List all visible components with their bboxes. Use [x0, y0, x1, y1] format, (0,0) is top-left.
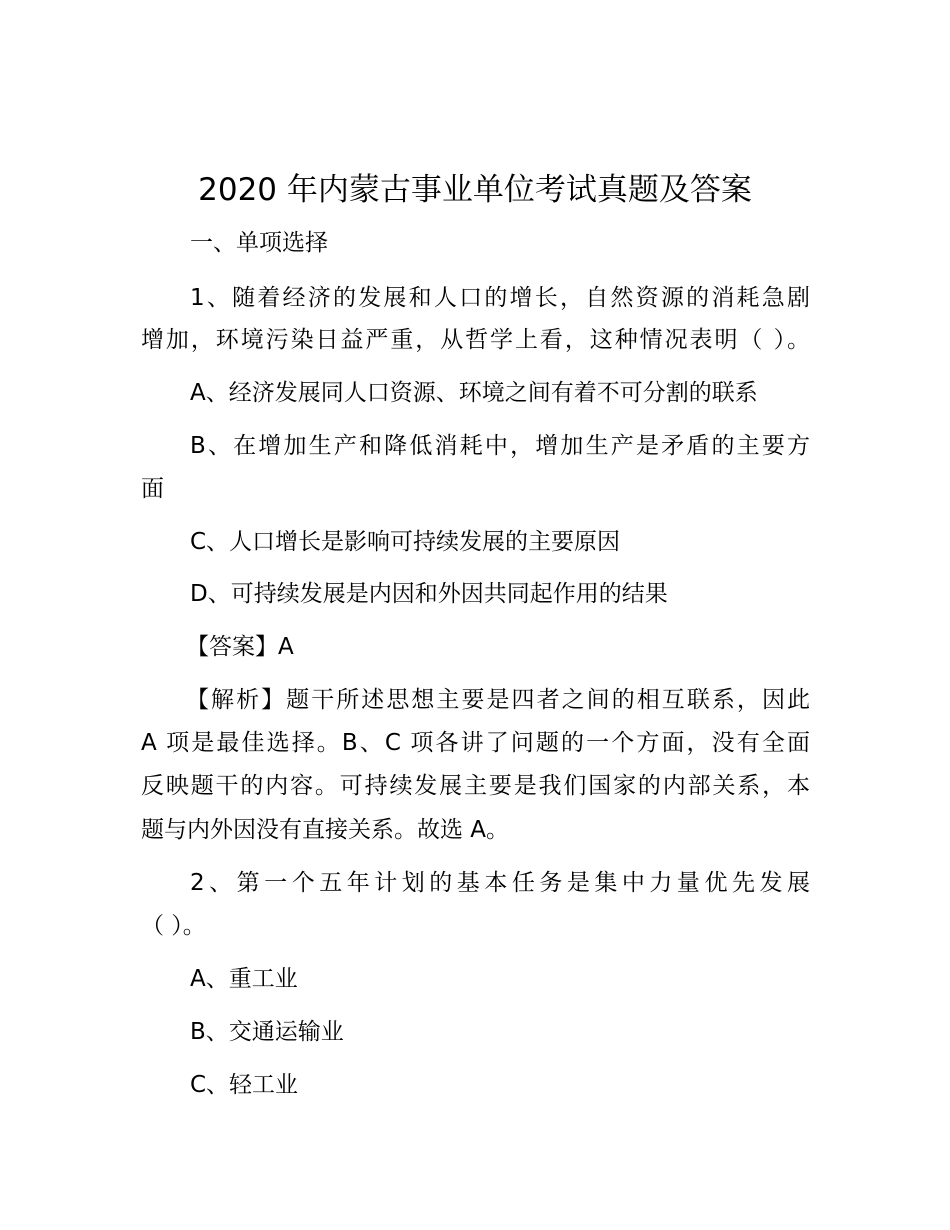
question-1-analysis-line-2: A 项是最佳选择。B、C 项各讲了问题的一个方面，没有全面 — [141, 730, 810, 756]
page-title: 2020 年内蒙古事业单位考试真题及答案 — [198, 172, 752, 208]
question-1-analysis-line-3: 反映题干的内容。可持续发展主要是我们国家的内部关系，本 — [141, 773, 810, 799]
question-2-stem-line-2: （ ）。 — [141, 913, 206, 939]
question-2-option-b: B、交通运输业 — [190, 1019, 344, 1045]
question-1-analysis-line-4: 题与内外因没有直接关系。故选 A。 — [141, 817, 510, 843]
question-1-option-d: D、可持续发展是内因和外因共同起作用的结果 — [190, 581, 668, 607]
question-1-stem-line-1: 1、随着经济的发展和人口的增长，自然资源的消耗急剧 — [190, 285, 810, 311]
section-heading: 一、单项选择 — [190, 230, 328, 256]
question-1-option-b-line-1: B、在增加生产和降低消耗中，增加生产是矛盾的主要方 — [190, 433, 810, 459]
question-1-analysis-line-1: 【解析】题干所述思想主要是四者之间的相互联系，因此 — [186, 687, 810, 713]
question-1-option-a: A、经济发展同人口资源、环境之间有着不可分割的联系 — [190, 380, 758, 406]
question-2-stem-line-1: 2、第一个五年计划的基本任务是集中力量优先发展 — [190, 870, 810, 896]
question-2-option-a: A、重工业 — [190, 966, 298, 992]
question-2-option-c: C、轻工业 — [190, 1072, 299, 1098]
question-1-option-b-line-2: 面 — [141, 476, 164, 502]
question-1-stem-line-2: 增加，环境污染日益严重，从哲学上看，这种情况表明（ ）。 — [141, 327, 810, 353]
question-1-option-c: C、人口增长是影响可持续发展的主要原因 — [190, 529, 621, 555]
question-1-answer: 【答案】A — [186, 634, 294, 660]
